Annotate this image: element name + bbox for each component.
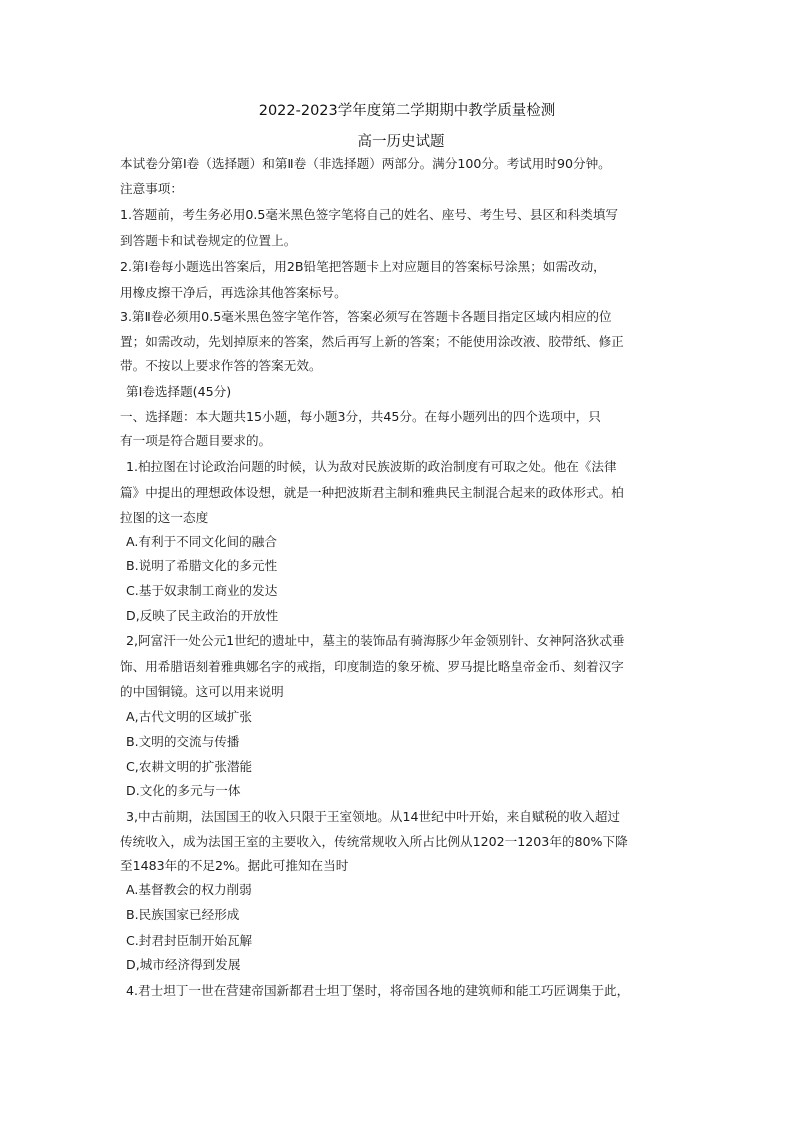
text-line: 用橡皮擦干净后，再选涂其他答案标号。 <box>120 285 347 300</box>
text-line: 本试卷分第Ⅰ卷（选择题）和第Ⅱ卷（非选择题）两部分。满分100分。考试用时90分钟。 <box>120 156 611 171</box>
question-text: 饰、用希腊语刻着雅典娜名字的戒指，印度制造的象牙梳、罗马提比略皇帝金币、刻着汉字 <box>120 659 624 674</box>
section-heading: 第Ⅰ卷选择题(45分) <box>126 384 232 399</box>
question-text: 4.君士坦丁一世在营建帝国新都君士坦丁堡时，将帝国各地的建筑师和能工巧匠调集于此， <box>126 983 630 998</box>
question-text: 拉图的这一态度 <box>120 510 209 525</box>
answer-option: D,反映了民主政治的开放性 <box>126 608 279 623</box>
answer-option: C,农耕文明的扩张潜能 <box>126 759 253 774</box>
text-line: 到答题卡和试卷规定的位置上。 <box>120 233 297 248</box>
exam-title: 2022-2023学年度第二学期期中教学质量检测 <box>258 103 556 119</box>
text-line: 注意事项： <box>120 181 183 196</box>
answer-option: D.文化的多元与一体 <box>126 783 241 798</box>
text-line: 一、选择题：本大题共15小题，每小题3分，共45分。在每小题列出的四个选项中，只 <box>120 409 601 424</box>
answer-option: C.基于奴隶制工商业的发达 <box>126 583 278 598</box>
answer-option: D,城市经济得到发展 <box>126 957 241 972</box>
answer-option: A,古代文明的区域扩张 <box>126 709 252 724</box>
text-line: 3.第Ⅱ卷必须用0.5毫米黑色签字笔作答，答案必须写在答题卡各题目指定区域内相应的位 <box>120 309 612 324</box>
question-text: 2,阿富汗一处公元1世纪的遗址中，墓主的装饰品有骑海豚少年金领别针、女神阿洛狄忒垂 <box>126 633 625 648</box>
text-line: 1.答题前，考生务必用0.5毫米黑色签字笔将自己的姓名、座号、考生号、县区和科类填写 <box>120 207 619 222</box>
question-text: 传统收入，成为法国王室的主要收入，传统常规收入所占比例从1202一1203年的80%下降 <box>120 834 628 849</box>
answer-option: A.有利于不同文化间的融合 <box>126 534 277 549</box>
text-line: 有一项是符合题目要求的。 <box>120 433 272 448</box>
question-text: 的中国铜镜。这可以用来说明 <box>120 684 284 699</box>
answer-option: B.文明的交流与传播 <box>126 734 240 749</box>
answer-option: B.说明了希腊文化的多元性 <box>126 558 278 573</box>
text-line: 带。不按以上要求作答的答案无效。 <box>120 358 322 373</box>
question-text: 1.柏拉图在讨论政治问题的时候，认为敌对民族波斯的政治制度有可取之处。他在《法律 <box>126 459 617 474</box>
answer-option: A.基督教会的权力削弱 <box>126 882 252 897</box>
answer-option: B.民族国家已经形成 <box>126 907 240 922</box>
question-text: 篇》中提出的理想政体设想，就是一种把波斯君主制和雅典民主制混合起来的政体形式。柏 <box>120 485 624 500</box>
question-text: 3,中古前期，法国国王的收入只限于王室领地。从14世纪中叶开始，来自赋税的收入超过 <box>126 809 621 824</box>
text-line: 置；如需改动，先划掉原来的答案，然后再写上新的答案；不能使用涂改液、胶带纸、修正 <box>120 334 624 349</box>
question-text: 至1483年的不足2%。据此可推知在当时 <box>120 858 349 873</box>
exam-subtitle: 高一历史试题 <box>357 134 445 150</box>
answer-option: C.封君封臣制开始瓦解 <box>126 933 253 948</box>
text-line: 2.第Ⅰ卷每小题选出答案后，用2B铅笔把答题卡上对应题目的答案标号涂黑；如需改动， <box>120 259 606 274</box>
